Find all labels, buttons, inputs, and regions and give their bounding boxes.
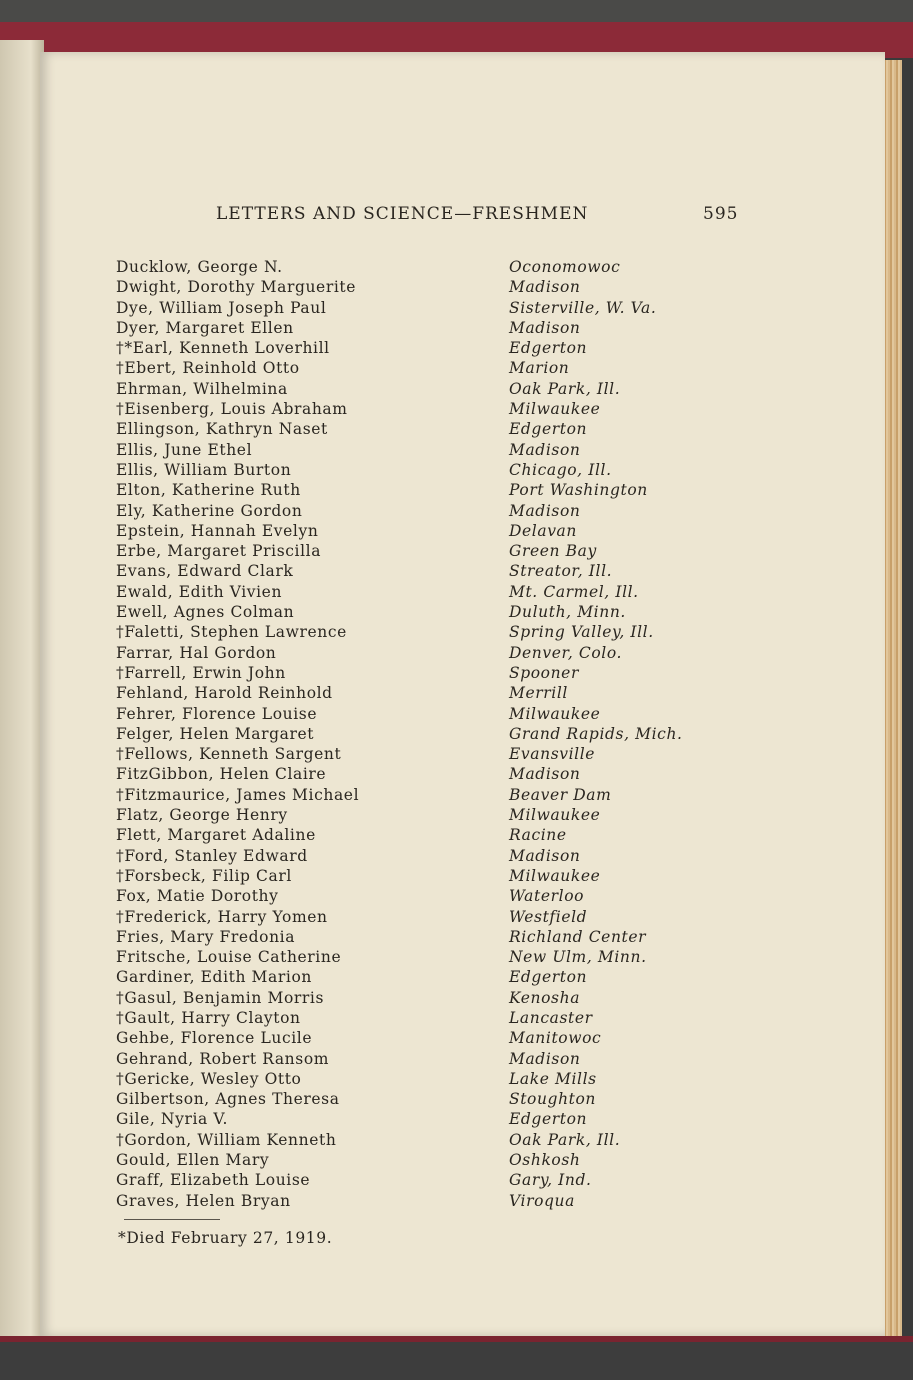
student-name: †Gordon, William Kenneth (116, 1130, 337, 1149)
footnote-rule (124, 1219, 220, 1220)
hometown: Lancaster (509, 1008, 593, 1027)
hometown: Oshkosh (509, 1151, 581, 1170)
page-number: 595 (703, 204, 739, 224)
list-item (40, 480, 885, 500)
list-item (40, 602, 885, 622)
list-item (40, 866, 885, 886)
hometown: Duluth, Minn. (509, 603, 626, 622)
student-name: †Gericke, Wesley Otto (116, 1069, 302, 1088)
hometown: Madison (509, 440, 581, 459)
hometown: Milwaukee (509, 806, 601, 825)
student-name: Fries, Mary Fredonia (116, 927, 296, 946)
list-item (40, 257, 885, 277)
list-item (40, 643, 885, 663)
student-name: Graff, Elizabeth Louise (116, 1171, 311, 1190)
book-page (40, 52, 885, 1336)
list-item (40, 622, 885, 642)
hometown: Madison (509, 318, 581, 337)
student-name: Ely, Katherine Gordon (116, 501, 303, 520)
header-title: LETTERS AND SCIENCE—FRESHMEN (216, 204, 589, 224)
footnote: *Died February 27, 1919. (118, 1229, 333, 1247)
hometown: Chicago, Ill. (509, 460, 612, 479)
list-item (40, 967, 885, 987)
hometown: Green Bay (509, 542, 597, 561)
student-name: †Gasul, Benjamin Morris (116, 988, 325, 1007)
hometown: Beaver Dam (509, 785, 612, 804)
student-name: †Gault, Harry Clayton (116, 1008, 301, 1027)
running-header (40, 204, 885, 230)
list-item (40, 521, 885, 541)
list-item (40, 1028, 885, 1048)
hometown: Viroqua (509, 1191, 575, 1210)
hometown: Grand Rapids, Mich. (509, 724, 683, 743)
hometown: Waterloo (509, 887, 585, 906)
hometown: Spooner (509, 663, 579, 682)
hometown: Milwaukee (509, 866, 601, 885)
hometown: Port Washington (509, 481, 648, 500)
list-item (40, 744, 885, 764)
student-name: Epstein, Hannah Evelyn (116, 521, 319, 540)
student-name: †Farrell, Erwin John (116, 663, 286, 682)
list-item (40, 846, 885, 866)
student-name: Fehrer, Florence Louise (116, 704, 318, 723)
hometown: Kenosha (509, 988, 581, 1007)
list-item (40, 805, 885, 825)
student-name: Ewell, Agnes Colman (116, 603, 295, 622)
list-item (40, 318, 885, 338)
list-item (40, 907, 885, 927)
student-name: Ewald, Edith Vivien (116, 582, 283, 601)
student-name: Gardiner, Edith Marion (116, 968, 312, 987)
student-name: Graves, Helen Bryan (116, 1191, 291, 1210)
list-item (40, 338, 885, 358)
student-name: †Frederick, Harry Yomen (116, 907, 328, 926)
list-item (40, 298, 885, 318)
list-item (40, 399, 885, 419)
list-item (40, 1008, 885, 1028)
list-item (40, 927, 885, 947)
student-name: Fox, Matie Dorothy (116, 887, 279, 906)
hometown: Edgerton (509, 1110, 588, 1129)
list-item (40, 1089, 885, 1109)
student-name: Flett, Margaret Adaline (116, 826, 316, 845)
student-name: Ellis, June Ethel (116, 440, 253, 459)
student-name: Gilbertson, Agnes Theresa (116, 1090, 340, 1109)
student-name: Ellis, William Burton (116, 460, 292, 479)
hometown: Edgerton (509, 339, 588, 358)
list-item (40, 1191, 885, 1211)
hometown: Spring Valley, Ill. (509, 623, 654, 642)
hometown: Racine (509, 826, 567, 845)
list-item (40, 1130, 885, 1150)
list-item (40, 947, 885, 967)
student-name: †Ford, Stanley Edward (116, 846, 308, 865)
hometown: Marion (509, 359, 570, 378)
student-name: Evans, Edward Clark (116, 562, 294, 581)
list-item (40, 277, 885, 297)
list-item (40, 379, 885, 399)
student-name: †Fellows, Kenneth Sargent (116, 745, 342, 764)
list-item (40, 541, 885, 561)
hometown: Mt. Carmel, Ill. (509, 582, 639, 601)
list-item (40, 825, 885, 845)
hometown: Merrill (509, 684, 568, 703)
hometown: Stoughton (509, 1090, 597, 1109)
list-item (40, 1069, 885, 1089)
student-name: Felger, Helen Margaret (116, 724, 315, 743)
hometown: Milwaukee (509, 704, 601, 723)
hometown: Manitowoc (509, 1029, 602, 1048)
student-name: Dye, William Joseph Paul (116, 298, 327, 317)
list-item (40, 886, 885, 906)
student-name: Erbe, Margaret Priscilla (116, 542, 322, 561)
student-name: Gould, Ellen Mary (116, 1151, 270, 1170)
hometown: Gary, Ind. (509, 1171, 592, 1190)
list-item (40, 663, 885, 683)
list-item (40, 501, 885, 521)
list-item (40, 704, 885, 724)
student-name: Gile, Nyria V. (116, 1110, 228, 1129)
hometown: Delavan (509, 521, 577, 540)
student-name: Fehland, Harold Reinhold (116, 684, 333, 703)
hometown: Milwaukee (509, 400, 601, 419)
student-name: Fritsche, Louise Catherine (116, 948, 342, 967)
list-item (40, 1150, 885, 1170)
list-item (40, 724, 885, 744)
student-name: Dwight, Dorothy Marguerite (116, 278, 357, 297)
list-item (40, 1109, 885, 1129)
book-cover-bottom (0, 1336, 913, 1380)
hometown: Madison (509, 765, 581, 784)
student-name: Dyer, Margaret Ellen (116, 318, 294, 337)
hometown: Madison (509, 501, 581, 520)
book-cover-top (0, 0, 913, 58)
list-item (40, 561, 885, 581)
student-name: Ellingson, Kathryn Naset (116, 420, 328, 439)
hometown: Edgerton (509, 420, 588, 439)
list-item (40, 440, 885, 460)
student-name: Gehrand, Robert Ransom (116, 1049, 330, 1068)
student-name: FitzGibbon, Helen Claire (116, 765, 327, 784)
facing-page-edge (0, 40, 44, 1338)
student-name: †Forsbeck, Filip Carl (116, 866, 292, 885)
student-name: Ehrman, Wilhelmina (116, 379, 288, 398)
hometown: Streator, Ill. (509, 562, 613, 581)
list-item (40, 683, 885, 703)
hometown: Edgerton (509, 968, 588, 987)
hometown: Madison (509, 846, 581, 865)
hometown: New Ulm, Minn. (509, 948, 647, 967)
hometown: Denver, Colo. (509, 643, 623, 662)
hometown: Oak Park, Ill. (509, 379, 621, 398)
list-item (40, 1049, 885, 1069)
student-name: Gehbe, Florence Lucile (116, 1029, 313, 1048)
list-item (40, 460, 885, 480)
hometown: Madison (509, 278, 581, 297)
student-list (40, 257, 885, 1211)
student-name: Farrar, Hal Gordon (116, 643, 277, 662)
student-name: †Fitzmaurice, James Michael (116, 785, 360, 804)
list-item (40, 358, 885, 378)
hometown: Westfield (509, 907, 588, 926)
student-name: †Faletti, Stephen Lawrence (116, 623, 347, 642)
student-name: Elton, Katherine Ruth (116, 481, 301, 500)
student-name: †Ebert, Reinhold Otto (116, 359, 300, 378)
student-name: †Eisenberg, Louis Abraham (116, 400, 348, 419)
hometown: Madison (509, 1049, 581, 1068)
list-item (40, 419, 885, 439)
student-name: Flatz, George Henry (116, 806, 288, 825)
hometown: Richland Center (509, 927, 647, 946)
hometown: Sisterville, W. Va. (509, 298, 657, 317)
hometown: Evansville (509, 745, 596, 764)
student-name: †*Earl, Kenneth Loverhill (116, 339, 330, 358)
hometown: Oak Park, Ill. (509, 1130, 621, 1149)
list-item (40, 988, 885, 1008)
hometown: Lake Mills (509, 1069, 597, 1088)
list-item (40, 582, 885, 602)
student-name: Ducklow, George N. (116, 258, 283, 276)
list-item (40, 1170, 885, 1190)
hometown: Oconomowoc (509, 258, 621, 276)
list-item (40, 785, 885, 805)
list-item (40, 764, 885, 784)
